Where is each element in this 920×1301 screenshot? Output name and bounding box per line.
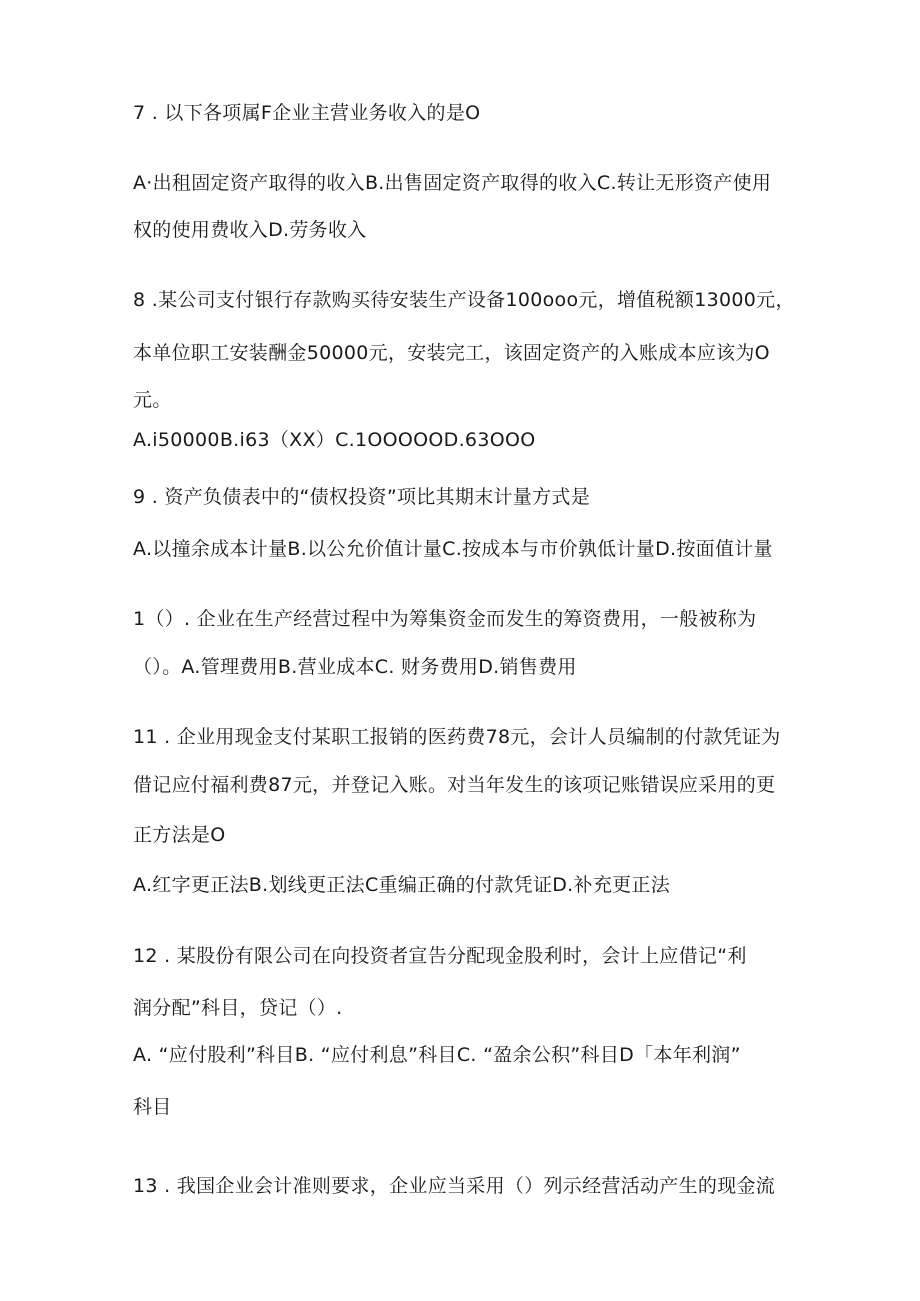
question-12-stem-cont: 润分配”科目，贷记（）. — [133, 997, 343, 1019]
question-10-options: （）。A.管理费用B.营业成本C. 财务费用D.销售费用 — [133, 656, 577, 678]
question-7-stem: 7 . 以下各项属F企业主营业务收入的是O — [133, 102, 481, 124]
question-8-stem-end: 元。 — [133, 389, 172, 411]
question-9-options: A.以撞余成本计量B.以公允价值计量C.按成本与市价孰低计量D.按面值计量 — [133, 538, 773, 560]
question-12-options-cont: 科目 — [133, 1096, 172, 1118]
question-8-stem: 8 .某公司支付银行存款购买待安装生产设备100ooo元，增值税额13000元， — [133, 289, 795, 311]
question-7-options: A·出租固定资产取得的收入B.出售固定资产取得的收入C.转让无形资产使用 — [133, 172, 772, 194]
question-13-stem: 13 . 我国企业会计准则要求，企业应当采用（）列示经营活动产生的现金流 — [133, 1175, 776, 1197]
question-11-stem-end: 正方法是O — [133, 824, 226, 846]
question-12-stem: 12 . 某股份有限公司在向投资者宣告分配现金股利时，会计上应借记“利 — [133, 945, 747, 967]
question-11-options: A.红字更正法B.划线更正法C重编正确的付款凭证D.补充更正法 — [133, 874, 671, 896]
question-11-stem: 11 . 企业用现金支付某职工报销的医药费78元，会计人员编制的付款凭证为 — [133, 726, 781, 748]
question-7-options-cont: 权的使用费收入D.劳务收入 — [133, 219, 367, 241]
question-12-options: A. “应付股利”科目B. “应付利息”科目C. “盈余公积”科目D「本年利润” — [133, 1044, 741, 1066]
question-9-stem: 9 . 资产负债表中的“债权投资”项比其期末计量方式是 — [133, 486, 590, 508]
question-11-stem-cont: 借记应付福利费87元，并登记入账。对当年发生的该项记账错误应采用的更 — [133, 774, 776, 796]
question-8-stem-cont: 本单位职工安装酬金50000元，安装完工，该固定资产的入账成本应该为O — [133, 342, 770, 364]
question-8-options: A.i50000B.i63（XX）C.1OOOOOD.63OOO — [133, 429, 536, 451]
question-10-stem: 1（）. 企业在生产经营过程中为筹集资金而发生的筹资费用，一般被称为 — [133, 608, 757, 630]
